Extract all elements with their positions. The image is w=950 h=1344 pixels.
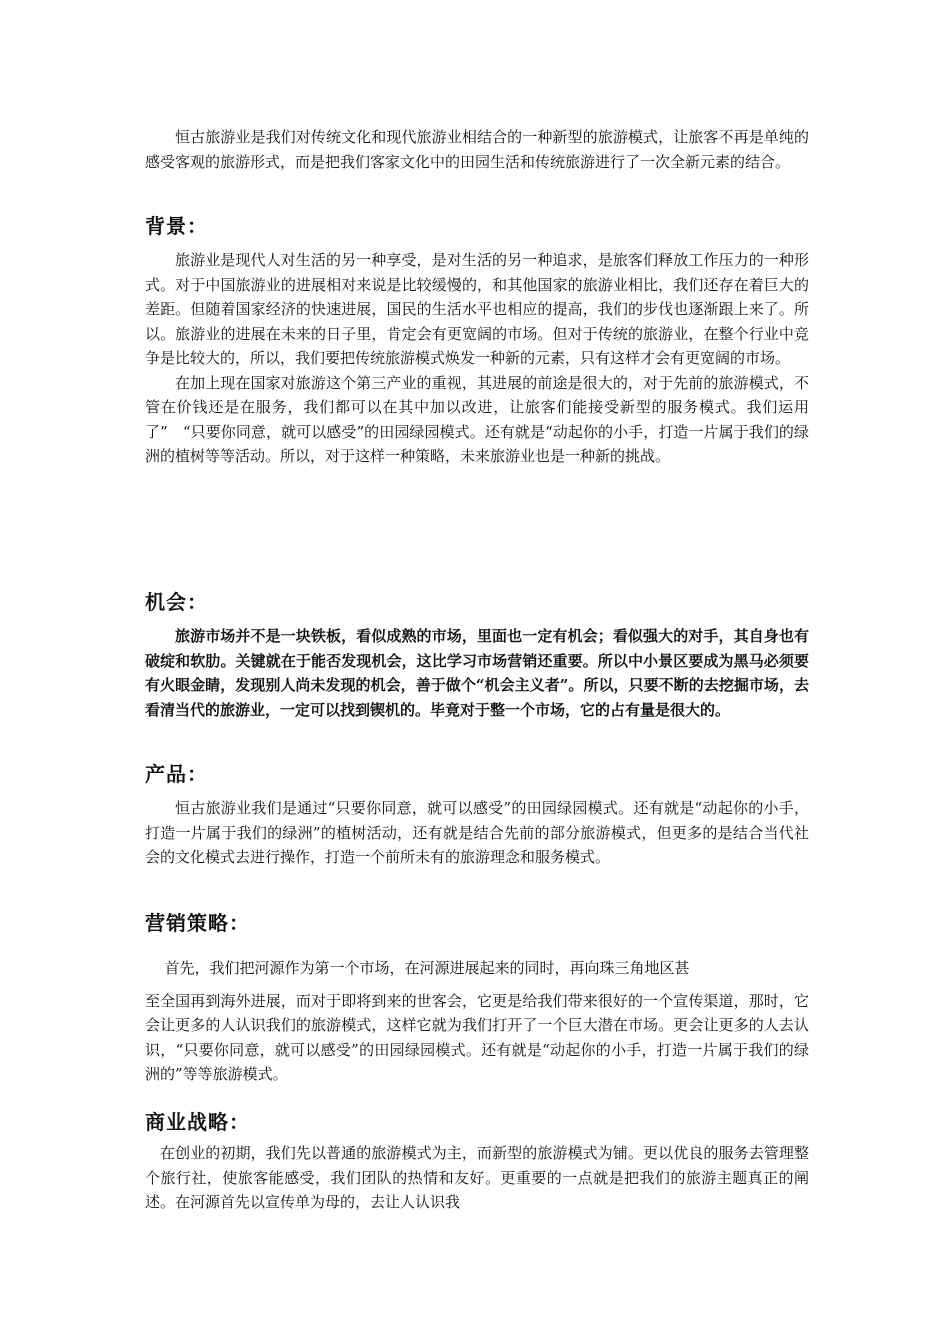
product-paragraph: 恒古旅游业我们是通过“只要你同意，就可以感受”的田园绿园模式。还有就是“动起你的小手，打造一片属于我们的绿洲”的植树活动，还有就是结合先前的部分旅游模式，但更多的是结合当代社会的文化模式去进行操作，打造一个前所未有的旅游理念和服务模式。 bbox=[145, 799, 809, 866]
opportunity-paragraph: 旅游市场并不是一块铁板，看似成熟的市场，里面也一定有机会；看似强大的对手，其自身也有破绽和软肋。关键就在于能否发现机会，这比学习市场营销还重要。所以中小景区要成为黑马必须要有火眼金睛，发现别人尚未发现的机会，善于做个“机会主义者”。所以，只要不断的去挖掘市场，去看清当代的旅游业，一定可以找到锲机的。毕竟对于整一个市场，它的占有量是很大的。 bbox=[145, 627, 809, 719]
intro-section bbox=[145, 125, 809, 174]
marketing-paragraph-2: 至全国再到海外进展，而对于即将到来的世客会，它更是给我们带来很好的一个宣传渠道，那时，它会让更多的人认识我们的旅游模式，这样它就为我们打开了一个巨大潜在市场。更会让更多的人去认识，“只要你同意，就可以感受”的田园绿园模式。还有就是“动起你的小手，打造一片属于我们的绿洲的”等等旅游模式。 bbox=[145, 991, 809, 1083]
opportunity-heading: 机会： bbox=[145, 590, 208, 614]
product-heading: 产品： bbox=[145, 762, 208, 786]
background-paragraph-2: 在加上现在国家对旅游这个第三产业的重视，其进展的前途是很大的，对于先前的旅游模式，不管在价钱还是在服务，我们都可以在其中加以改进，让旅客们能接受新型的服务模式。我们运用了” “只要你同意，就可以感受”的田园绿园模式。还有就是“动起你的小手，打造一片属于我们的绿洲的植树等等活动。所以，对于这样一种策略，未来旅游业也是一种新的挑战。 bbox=[145, 373, 809, 465]
marketing-section bbox=[145, 908, 809, 1087]
background-paragraph-1: 旅游业是现代人对生活的另一种享受，是对生活的另一种追求，是旅客们释放工作压力的一种形式。对于中国旅游业的进展相对来说是比较缓慢的，和其他国家的旅游业相比，我们还存在着巨大的差距。但随着国家经济的快速进展，国民的生活水平也相应的提高，我们的步伐也逐渐跟上来了。所以。旅游业的进展在未来的日子里，肯定会有更宽阔的市场。但对于传统的旅游业，在整个行业中竞争是比较大的，所以，我们要把传统旅游模式焕发一种新的元素，只有这样才会有更宽阔的市场。 bbox=[145, 251, 809, 367]
background-heading: 背景： bbox=[145, 214, 208, 238]
intro-paragraph: 恒古旅游业是我们对传统文化和现代旅游业相结合的一种新型的旅游模式，让旅客不再是单纯的感受客观的旅游形式，而是把我们客家文化中的田园生活和传统旅游进行了一次全新元素的结合。 bbox=[145, 128, 809, 171]
marketing-heading: 营销策略： bbox=[145, 911, 250, 935]
business-section bbox=[145, 1107, 809, 1215]
opportunity-section bbox=[145, 587, 809, 722]
product-section bbox=[145, 759, 809, 870]
business-paragraph: 在创业的初期，我们先以普通的旅游模式为主，而新型的旅游模式为铺。更以优良的服务去管理整个旅行社，使旅客能感受，我们团队的热情和友好。更重要的一点就是把我们的旅游主题真正的阐述。在河源首先以宣传单为母的，去让人认识我 bbox=[145, 1144, 809, 1211]
business-heading: 商业战略： bbox=[145, 1110, 250, 1134]
background-section bbox=[145, 211, 809, 469]
marketing-paragraph-1: 首先，我们把河源作为第一个市场，在河源进展起来的同时，再向珠三角地区甚 bbox=[164, 959, 690, 977]
